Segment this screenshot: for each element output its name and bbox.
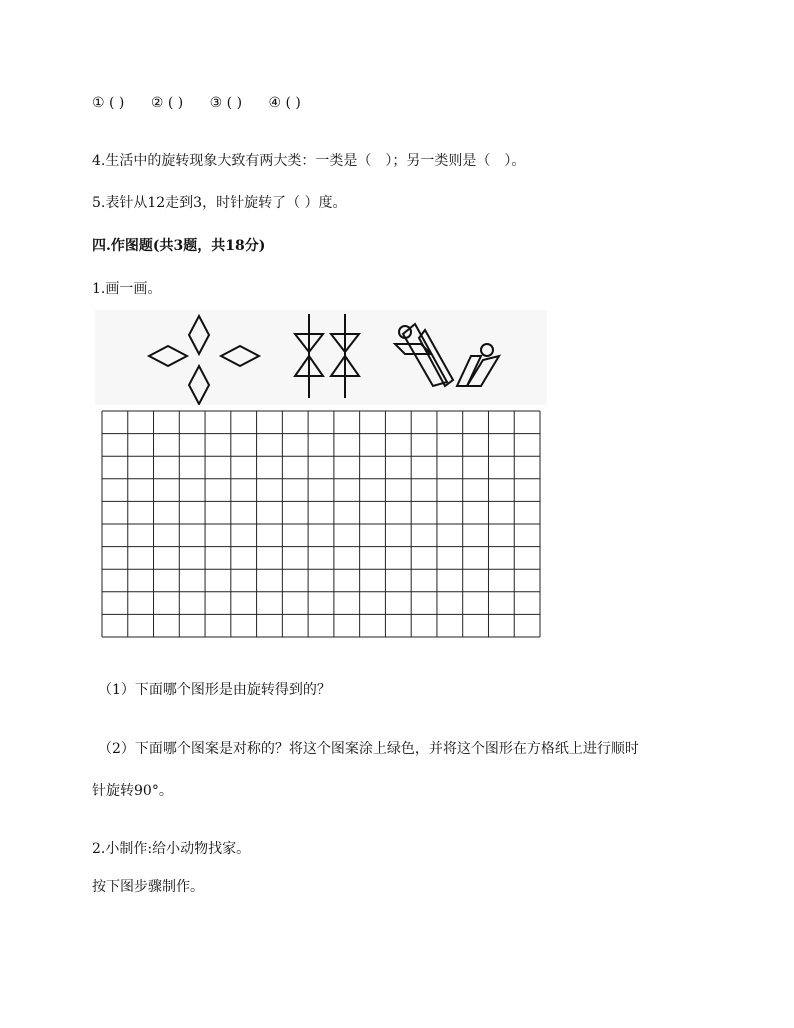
bird-head-right <box>481 344 493 356</box>
diamond-left <box>149 346 187 366</box>
problem-2-instruction: 按下图步骤制作。 <box>92 879 204 895</box>
birds-figure <box>395 324 499 386</box>
option-2: ② ( ) <box>150 95 184 111</box>
figures-svg <box>95 310 547 405</box>
answer-options-row <box>92 95 323 111</box>
option-1: ① ( ) <box>92 95 125 111</box>
grid-paper <box>101 410 541 638</box>
triangles-figure <box>295 314 359 398</box>
diamond-bottom <box>189 366 209 404</box>
sub-question-2-line-2: 针旋转90°。 <box>92 783 173 799</box>
sub-question-2-line-1: （2）下面哪个图案是对称的？将这个图案涂上绿色，并将这个图形在方格纸上进行顺时 <box>98 741 639 757</box>
diamonds-figure <box>149 316 259 404</box>
diamond-right <box>221 346 259 366</box>
option-3: ③ ( ) <box>209 95 243 111</box>
question-4: 4.生活中的旋转现象大致有两大类：一类是（ ）；另一类则是（ ）。 <box>92 153 526 169</box>
problem-2-title: 2.小制作:给小动物找家。 <box>92 841 251 857</box>
figure-panel <box>95 310 547 405</box>
diamond-top <box>189 316 209 354</box>
sub-question-1: （1）下面哪个图形是由旋转得到的？ <box>98 682 331 698</box>
option-4: ④ ( ) <box>268 95 301 111</box>
problem-1-title: 1.画一画。 <box>92 281 162 297</box>
question-5: 5.表针从12走到3，时针旋转了（ ）度。 <box>92 195 347 211</box>
section-title: 四.作图题(共3题，共18分) <box>92 238 266 254</box>
